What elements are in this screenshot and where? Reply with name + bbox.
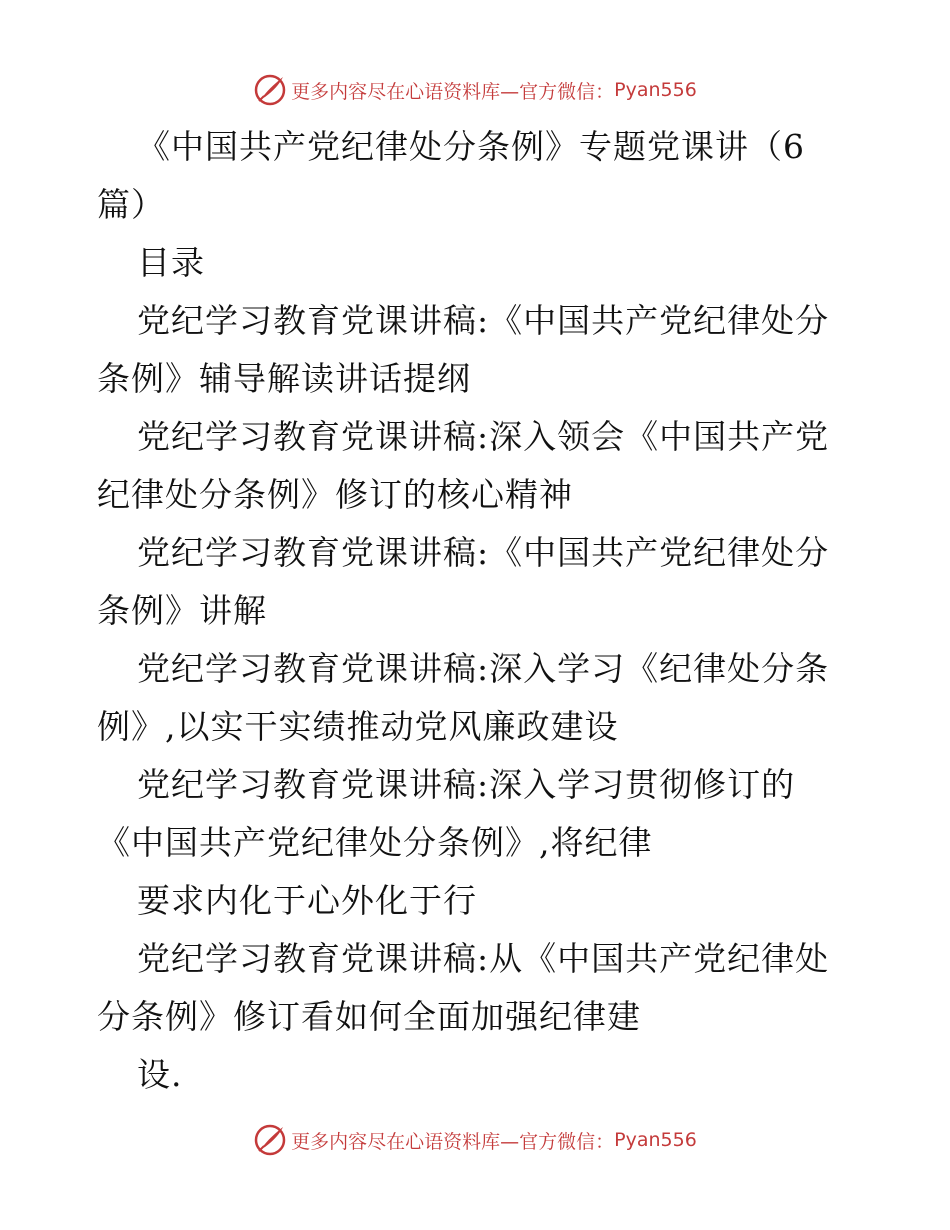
- toc-line: 党纪学习教育党课讲稿:从《中国共产党纪律处: [137, 939, 830, 978]
- toc-line: 党纪学习教育党课讲稿:深入学习贯彻修订的: [137, 765, 796, 804]
- document-title-line-2: 篇）: [97, 185, 165, 224]
- toc-line: 例》,以实干实绩推动党风廉政建设: [97, 707, 619, 746]
- quill-pen-icon: [253, 73, 287, 107]
- toc-line: 要求内化于心外化于行: [137, 881, 477, 920]
- table-of-contents: [97, 292, 837, 1104]
- quill-pen-icon: [253, 1123, 287, 1157]
- toc-line: 条例》讲解: [97, 591, 267, 630]
- toc-line: 党纪学习教育党课讲稿:深入学习《纪律处分条: [137, 649, 830, 688]
- watermark-text: 更多内容尽在心语资料库—官方微信：: [291, 80, 615, 103]
- toc-heading: 目录: [137, 243, 205, 282]
- watermark-banner-top: [0, 70, 950, 110]
- document-title-line-1: 《中国共产党纪律处分条例》专题党课讲（6: [137, 127, 805, 166]
- document-body: [97, 118, 837, 1104]
- watermark-text: 更多内容尽在心语资料库—官方微信：: [291, 1130, 615, 1153]
- toc-line: 条例》辅导解读讲话提纲: [97, 359, 471, 398]
- toc-line: 党纪学习教育党课讲稿:《中国共产党纪律处分: [137, 301, 830, 340]
- toc-line: 分条例》修订看如何全面加强纪律建: [97, 997, 641, 1036]
- watermark-wechat-id: Pyan556: [614, 79, 697, 101]
- toc-line: 纪律处分条例》修订的核心精神: [97, 475, 573, 514]
- toc-line: 党纪学习教育党课讲稿:《中国共产党纪律处分: [137, 533, 830, 572]
- watermark-wechat-id: Pyan556: [614, 1129, 697, 1151]
- toc-line: 《中国共产党纪律处分条例》,将纪律: [97, 823, 653, 862]
- watermark-banner-bottom: [0, 1120, 950, 1160]
- toc-line: 党纪学习教育党课讲稿:深入领会《中国共产党: [137, 417, 830, 456]
- toc-line: 设.: [137, 1055, 183, 1094]
